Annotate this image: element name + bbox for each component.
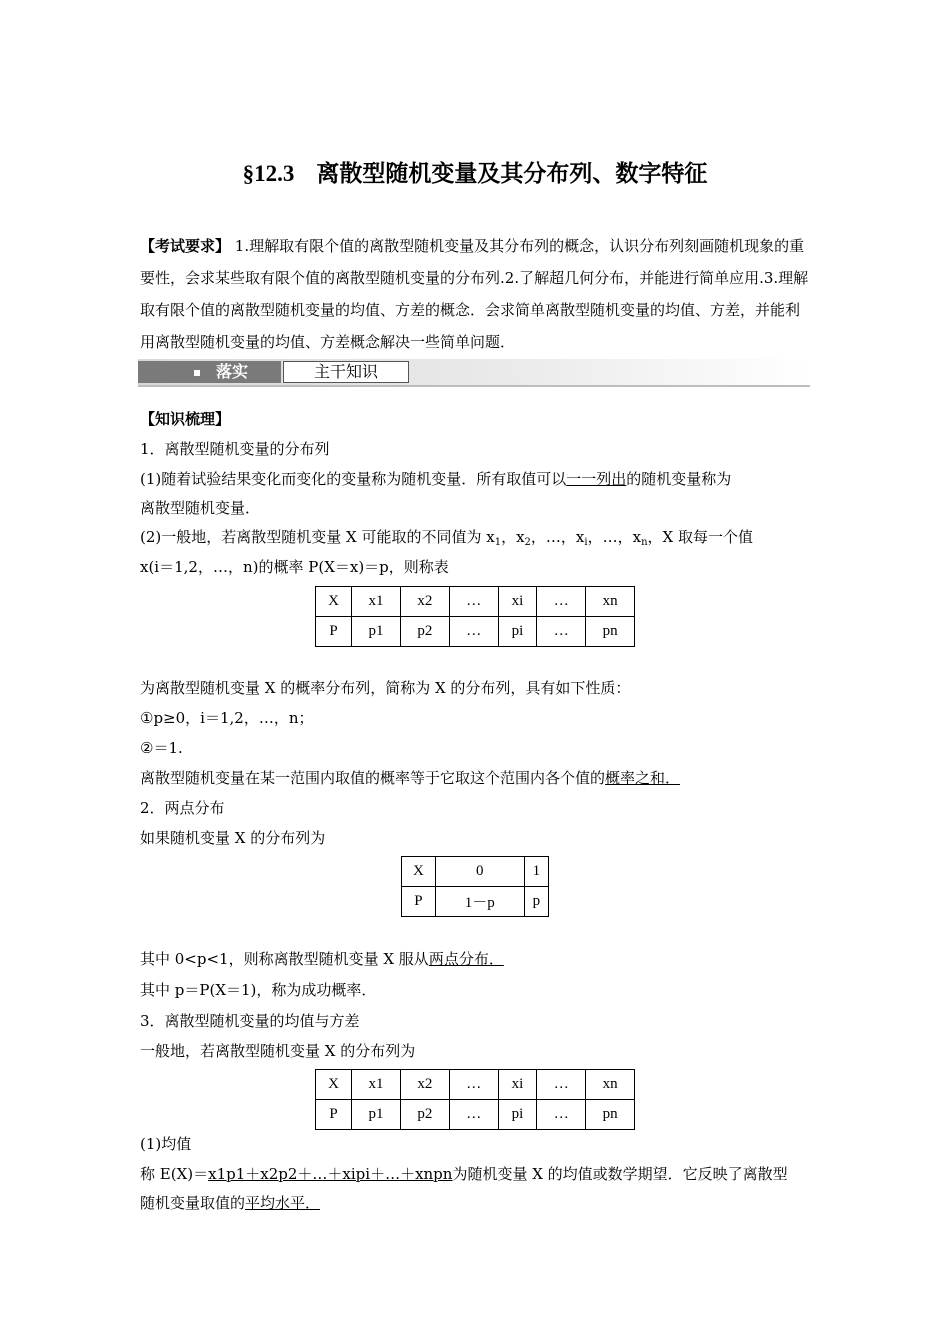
answer-underlined: 一一列出	[566, 470, 627, 488]
table-cell: X	[402, 857, 436, 887]
table-cell: 0	[435, 857, 524, 887]
exam-requirements	[140, 230, 810, 358]
table-cell: P	[402, 887, 436, 917]
table-cell: P	[316, 1100, 352, 1130]
table-cell: pi	[498, 1100, 537, 1130]
s3-mean-line2	[140, 1192, 320, 1214]
distribution-table-1	[315, 586, 635, 647]
table-row	[316, 587, 635, 617]
table-cell: p2	[400, 1100, 449, 1130]
table-row	[316, 1100, 635, 1130]
table-cell: …	[537, 617, 586, 647]
section-number: §12.3	[242, 161, 295, 186]
table-cell: p2	[400, 617, 449, 647]
s2-heading: 2．两点分布	[140, 799, 225, 817]
requirements-tag: 【考试要求】	[140, 237, 231, 255]
table-cell: x2	[400, 1070, 449, 1100]
section-banner	[138, 359, 810, 387]
s2-line1	[140, 948, 504, 970]
table-row	[402, 857, 549, 887]
s3-mean-line1	[140, 1163, 788, 1185]
table-cell: xi	[498, 1070, 537, 1100]
table-cell: 1－p	[435, 887, 524, 917]
table-cell: …	[449, 587, 498, 617]
table-cell: …	[449, 1100, 498, 1130]
table-cell: pi	[498, 617, 537, 647]
table-row	[316, 617, 635, 647]
s1-property-1: ①p≥0，i＝1,2，…，n；	[140, 709, 314, 727]
table-cell: X	[316, 587, 352, 617]
table-cell: pn	[586, 1100, 635, 1130]
table-cell: …	[537, 1100, 586, 1130]
s1-para2-line1: (2)一般地，若离散型随机变量 X 可能取的不同值为 $x_1$，$x_2$，…，$x_i$，…，$x_n$，X 取每一个值	[140, 528, 753, 548]
text: ，…，x	[587, 528, 642, 546]
distribution-table-2	[401, 856, 549, 917]
answer-underlined: 概率之和．	[605, 769, 681, 787]
banner-left	[138, 361, 281, 383]
table-cell: 1	[524, 857, 548, 887]
text: 离散型随机变量在某一范围内取值的概率等于它取这个范围内各个值的	[140, 769, 606, 787]
table-cell: P	[316, 617, 352, 647]
s1-para1-line1	[140, 468, 731, 490]
s3-intro: 一般地，若离散型随机变量 X 的分布列为	[140, 1042, 416, 1060]
table-cell: …	[449, 1070, 498, 1100]
text: 的随机变量称为	[626, 470, 732, 488]
text: ，x	[501, 528, 525, 546]
text: 随机变量取值的	[140, 1194, 246, 1212]
square-bullet-icon	[194, 370, 200, 376]
distribution-table-3	[315, 1069, 635, 1130]
s1-para2-line2: x(i＝1,2，…，n)的概率 P(X＝x)＝p，则称表	[140, 558, 449, 576]
text: 为随机变量 X 的均值或数学期望．它反映了离散型	[452, 1165, 788, 1183]
s1-range-line	[140, 767, 680, 789]
text: (2)一般地，若离散型随机变量 X 可能取的不同值为 x	[140, 528, 495, 546]
banner-underline	[138, 385, 810, 387]
answer-underlined: 两点分布．	[428, 950, 504, 968]
knowledge-tag: 【知识梳理】	[140, 410, 231, 428]
table-cell: p	[524, 887, 548, 917]
table-cell: X	[316, 1070, 352, 1100]
banner-left-label: 落实	[216, 362, 249, 381]
table-cell: xn	[586, 587, 635, 617]
table-cell: …	[449, 617, 498, 647]
table-cell: x1	[352, 1070, 401, 1100]
page-title	[0, 155, 950, 188]
table-cell: …	[537, 1070, 586, 1100]
requirements-text: 1.理解取有限个值的离散型随机变量及其分布列的概念，认识分布列刻画随机现象的重要性，会求某些取有限个值的离散型随机变量的分布列.2.了解超几何分布，并能进行简单应用.3.理解取有限个值的离散型随机变量的均值、方差的概念．会求简单离散型随机变量的均值、方差，并能利用离散型随机变量的均值、方差概念解决一些简单问题．	[140, 237, 809, 351]
table-cell: xi	[498, 587, 537, 617]
s3-mean-heading: (1)均值	[140, 1135, 192, 1153]
s3-heading: 3．离散型随机变量的均值与方差	[140, 1012, 360, 1030]
answer-underlined: x1p1＋x2p2＋…＋xipi＋…＋xnpn	[208, 1165, 453, 1183]
table-cell: p1	[352, 617, 401, 647]
table-row	[402, 887, 549, 917]
text: ，…，x	[530, 528, 585, 546]
text: 其中 0<p<1，则称离散型随机变量 X 服从	[140, 950, 429, 968]
banner-right-label: 主干知识	[283, 361, 409, 383]
s1-para1-line2: 离散型随机变量．	[140, 499, 261, 517]
s1-after-table: 为离散型随机变量 X 的概率分布列，简称为 X 的分布列，具有如下性质：	[140, 679, 631, 697]
s1-property-2: ②＝1.	[140, 739, 183, 757]
section-title: 离散型随机变量及其分布列、数字特征	[316, 161, 708, 187]
text: 称 E(X)＝	[140, 1165, 209, 1183]
s2-intro: 如果随机变量 X 的分布列为	[140, 829, 326, 847]
text: (1)随着试验结果变化而变化的变量称为随机变量．所有取值可以	[140, 470, 567, 488]
answer-underlined: 平均水平．	[245, 1194, 321, 1212]
text: ，X 取每一个值	[647, 528, 753, 546]
table-row	[316, 1070, 635, 1100]
s1-heading: 1．离散型随机变量的分布列	[140, 440, 330, 458]
table-cell: xn	[586, 1070, 635, 1100]
table-cell: …	[537, 587, 586, 617]
table-cell: pn	[586, 617, 635, 647]
table-cell: x1	[352, 587, 401, 617]
table-cell: x2	[400, 587, 449, 617]
table-cell: p1	[352, 1100, 401, 1130]
s2-line2: 其中 p＝P(X＝1)，称为成功概率．	[140, 981, 377, 999]
